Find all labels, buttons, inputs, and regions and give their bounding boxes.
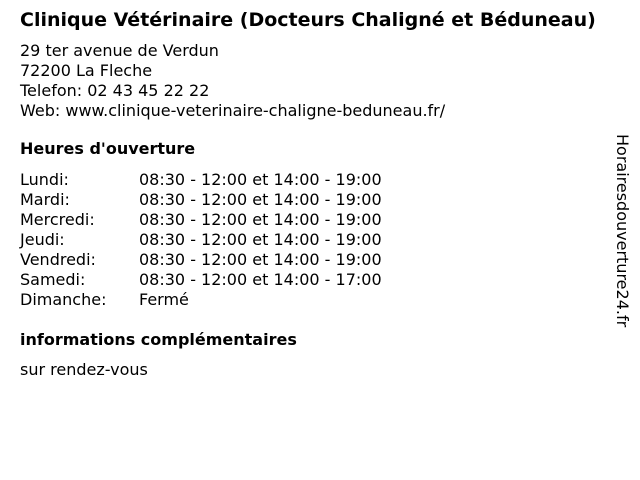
info-heading: informations complémentaires	[20, 330, 297, 349]
hours-heading: Heures d'ouverture	[20, 139, 196, 158]
day-hours: 08:30 - 12:00 et 14:00 - 17:00	[139, 270, 382, 289]
day-hours: 08:30 - 12:00 et 14:00 - 19:00	[139, 250, 382, 269]
address-street: 29 ter avenue de Verdun	[20, 41, 219, 60]
site-watermark: Horairesdouverture24.fr	[613, 134, 632, 328]
day-label: Lundi:	[20, 170, 69, 189]
day-hours: 08:30 - 12:00 et 14:00 - 19:00	[139, 190, 382, 209]
day-label: Mardi:	[20, 190, 70, 209]
hours-row-tuesday	[20, 190, 610, 210]
phone-number: Telefon: 02 43 45 22 22	[20, 81, 210, 100]
day-label: Jeudi:	[20, 230, 65, 249]
hours-row-sunday	[20, 290, 610, 310]
day-label: Mercredi:	[20, 210, 95, 229]
day-hours: 08:30 - 12:00 et 14:00 - 19:00	[139, 170, 382, 189]
hours-row-friday	[20, 250, 610, 270]
day-label: Dimanche:	[20, 290, 107, 309]
day-label: Samedi:	[20, 270, 86, 289]
day-label: Vendredi:	[20, 250, 96, 269]
address-block	[20, 41, 610, 121]
hours-row-monday	[20, 170, 610, 190]
day-hours: 08:30 - 12:00 et 14:00 - 19:00	[139, 230, 382, 249]
info-text: sur rendez-vous	[20, 360, 148, 379]
page-title: Clinique Vétérinaire (Docteurs Chaligné et Béduneau)	[20, 9, 596, 31]
clinic-card	[20, 0, 610, 380]
hours-row-thursday	[20, 230, 610, 250]
day-hours: 08:30 - 12:00 et 14:00 - 19:00	[139, 210, 382, 229]
day-hours: Fermé	[139, 290, 189, 309]
website-link[interactable]: Web: www.clinique-veterinaire-chaligne-beduneau.fr/	[20, 101, 446, 120]
hours-row-saturday	[20, 270, 610, 290]
hours-row-wednesday	[20, 210, 610, 230]
address-city: 72200 La Fleche	[20, 61, 153, 80]
hours-list	[20, 170, 610, 310]
